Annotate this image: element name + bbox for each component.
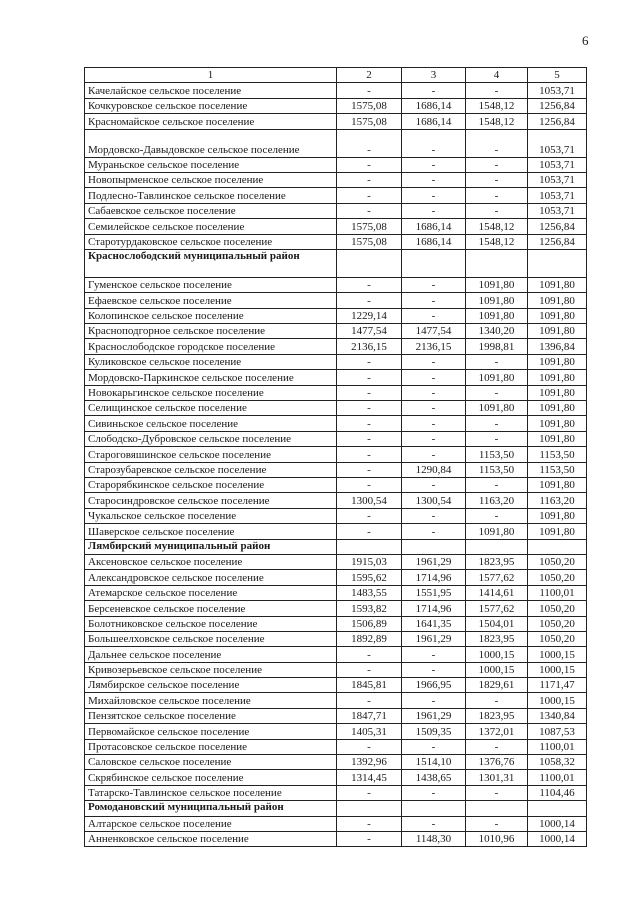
value-col-3: 1290,84 [402, 462, 466, 477]
value-col-2: 1405,31 [337, 724, 402, 739]
value-col-5: 1100,01 [528, 585, 587, 600]
table-row [85, 508, 587, 523]
value-col-3 [402, 801, 466, 816]
settlement-name: Скрябинское сельское поселение [85, 770, 337, 785]
value-col-5: 1050,20 [528, 554, 587, 569]
table-row [85, 157, 587, 172]
value-col-2 [337, 801, 402, 816]
value-col-3: - [402, 431, 466, 446]
value-col-4 [466, 801, 528, 816]
value-col-3: - [402, 739, 466, 754]
settlement-name: Саловское сельское поселение [85, 755, 337, 770]
settlement-name: Новопырменское сельское поселение [85, 172, 337, 187]
district-name: Лямбирский муниципальный район [85, 539, 337, 554]
settlement-name: Красномайское сельское поселение [85, 114, 337, 129]
value-col-4: 1577,62 [466, 601, 528, 616]
value-col-3: 1686,14 [402, 219, 466, 234]
settlement-name: Старорябкинское сельское поселение [85, 477, 337, 492]
value-col-5: 1100,01 [528, 739, 587, 754]
settlement-name: Михайловское сельское поселение [85, 693, 337, 708]
settlement-name: Александровское сельское поселение [85, 570, 337, 585]
value-col-4 [466, 249, 528, 277]
value-col-4: 1504,01 [466, 616, 528, 631]
value-col-4: 1000,15 [466, 647, 528, 662]
page-number: 6 [582, 33, 589, 48]
value-col-5: 1163,20 [528, 493, 587, 508]
value-col-4: 1414,61 [466, 585, 528, 600]
settlement-name: Мураньское сельское поселение [85, 157, 337, 172]
value-col-5: 1000,15 [528, 662, 587, 677]
value-col-2: 1892,89 [337, 631, 402, 646]
table-row [85, 770, 587, 785]
table-row [85, 678, 587, 693]
value-col-5: 1053,71 [528, 172, 587, 187]
value-col-3: 1686,14 [402, 234, 466, 249]
table-row [85, 662, 587, 677]
table-row [85, 339, 587, 354]
value-col-5: 1153,50 [528, 462, 587, 477]
value-col-4: - [466, 431, 528, 446]
settlement-name: Аксеновское сельское поселение [85, 554, 337, 569]
value-col-5: 1053,71 [528, 203, 587, 218]
value-col-2: - [337, 447, 402, 462]
value-col-5: 1091,80 [528, 401, 587, 416]
value-col-3: - [402, 172, 466, 187]
value-col-2: 1575,08 [337, 234, 402, 249]
settlement-name: Кривозерьевское сельское поселение [85, 662, 337, 677]
value-col-3: - [402, 385, 466, 400]
value-col-4 [466, 539, 528, 554]
value-col-5: 1396,84 [528, 339, 587, 354]
section-row [85, 249, 587, 277]
table-row [85, 416, 587, 431]
settlement-name: Сабаевское сельское поселение [85, 203, 337, 218]
district-name: Ромодановский муниципальный район [85, 801, 337, 816]
value-col-3: - [402, 401, 466, 416]
value-col-2: - [337, 831, 402, 846]
value-col-4: - [466, 739, 528, 754]
settlement-name: Пензятское сельское поселение [85, 708, 337, 723]
value-col-4: 1091,80 [466, 293, 528, 308]
settlement-name: Большеелховское сельское поселение [85, 631, 337, 646]
value-col-2: 1845,81 [337, 678, 402, 693]
value-col-5: 1340,84 [528, 708, 587, 723]
value-col-3: 1714,96 [402, 601, 466, 616]
value-col-3 [402, 249, 466, 277]
value-col-5: 1091,80 [528, 370, 587, 385]
value-col-4: 1998,81 [466, 339, 528, 354]
value-col-4: - [466, 416, 528, 431]
settlement-name: Берсеневское сельское поселение [85, 601, 337, 616]
table-body [85, 68, 587, 847]
value-col-5: 1000,15 [528, 647, 587, 662]
value-col-2: - [337, 508, 402, 523]
value-col-3: - [402, 203, 466, 218]
value-col-2: - [337, 172, 402, 187]
value-col-2: 1483,55 [337, 585, 402, 600]
section-row [85, 539, 587, 554]
table-row [85, 616, 587, 631]
value-col-3: - [402, 693, 466, 708]
value-col-2: - [337, 431, 402, 446]
table-row [85, 554, 587, 569]
table-row [85, 831, 587, 846]
settlement-name: Шаверское сельское поселение [85, 524, 337, 539]
table-row [85, 370, 587, 385]
value-col-5: 1256,84 [528, 98, 587, 113]
value-col-2: - [337, 203, 402, 218]
value-col-2: 1229,14 [337, 308, 402, 323]
section-row [85, 801, 587, 816]
value-col-2: - [337, 157, 402, 172]
district-name: Краснослободский муниципальный район [85, 249, 337, 277]
value-col-5: 1091,80 [528, 477, 587, 492]
table-row [85, 114, 587, 129]
table-row [85, 234, 587, 249]
settlement-name: Слободско-Дубровское сельское поселение [85, 431, 337, 446]
value-col-3: 1514,10 [402, 755, 466, 770]
table-row [85, 203, 587, 218]
value-col-4: 1163,20 [466, 493, 528, 508]
value-col-5: 1153,50 [528, 447, 587, 462]
value-col-4: - [466, 129, 528, 157]
value-col-4: 1091,80 [466, 524, 528, 539]
settlement-name: Дальнее сельское поселение [85, 647, 337, 662]
table-row [85, 401, 587, 416]
table-row [85, 524, 587, 539]
table-row [85, 631, 587, 646]
value-col-5: 1091,80 [528, 508, 587, 523]
value-col-3: - [402, 277, 466, 292]
value-col-3: 1509,35 [402, 724, 466, 739]
settlement-name: Краснослободское городское поселение [85, 339, 337, 354]
value-col-2: - [337, 647, 402, 662]
value-col-4: 1091,80 [466, 370, 528, 385]
table-row [85, 447, 587, 462]
value-col-3: - [402, 293, 466, 308]
settlement-name: Семилейское сельское поселение [85, 219, 337, 234]
value-col-3: - [402, 785, 466, 800]
table-row [85, 785, 587, 800]
value-col-3: 2136,15 [402, 339, 466, 354]
settlement-name: Алтарское сельское поселение [85, 816, 337, 831]
value-col-4: 1091,80 [466, 401, 528, 416]
value-col-3: - [402, 308, 466, 323]
value-col-5: 1091,80 [528, 385, 587, 400]
table-row [85, 493, 587, 508]
value-col-2 [337, 539, 402, 554]
value-col-4: - [466, 83, 528, 98]
value-col-3: 1961,29 [402, 554, 466, 569]
value-col-5: 1091,80 [528, 324, 587, 339]
table-header-row [85, 68, 587, 83]
value-col-3: 1641,35 [402, 616, 466, 631]
value-col-4: 1577,62 [466, 570, 528, 585]
settlement-name: Сивиньское сельское поселение [85, 416, 337, 431]
table-row [85, 570, 587, 585]
settlement-name: Колопинское сельское поселение [85, 308, 337, 323]
table-row [85, 755, 587, 770]
value-col-3: 1148,30 [402, 831, 466, 846]
value-col-5: 1000,15 [528, 693, 587, 708]
value-col-5: 1091,80 [528, 416, 587, 431]
value-col-5: 1256,84 [528, 234, 587, 249]
table-row [85, 477, 587, 492]
table-row [85, 293, 587, 308]
value-col-4: - [466, 508, 528, 523]
value-col-2: 1593,82 [337, 601, 402, 616]
value-col-5: 1000,14 [528, 831, 587, 846]
value-col-4: - [466, 172, 528, 187]
value-col-2 [337, 249, 402, 277]
settlement-name: Качелайское сельское поселение [85, 83, 337, 98]
table-row [85, 385, 587, 400]
value-col-3: 1961,29 [402, 708, 466, 723]
settlement-name: Селищинское сельское поселение [85, 401, 337, 416]
value-col-3: 1686,14 [402, 114, 466, 129]
value-col-2: - [337, 524, 402, 539]
settlement-name: Ефаевское сельское поселение [85, 293, 337, 308]
value-col-4: 1091,80 [466, 277, 528, 292]
value-col-5: 1091,80 [528, 308, 587, 323]
value-col-4: 1548,12 [466, 114, 528, 129]
column-header: 5 [528, 68, 587, 83]
value-col-2: 1575,08 [337, 98, 402, 113]
settlement-name: Мордовско-Давыдовское сельское поселение [85, 129, 337, 157]
value-col-5: 1087,53 [528, 724, 587, 739]
settlement-name: Подлесно-Тавлинское сельское поселение [85, 188, 337, 203]
value-col-5: 1100,01 [528, 770, 587, 785]
table-row [85, 129, 587, 157]
value-col-3: - [402, 188, 466, 203]
column-header: 4 [466, 68, 528, 83]
value-col-3: 1438,65 [402, 770, 466, 785]
value-col-2: - [337, 462, 402, 477]
value-col-4: - [466, 157, 528, 172]
value-col-3: 1551,95 [402, 585, 466, 600]
value-col-2: 1595,62 [337, 570, 402, 585]
table-row [85, 308, 587, 323]
table-row [85, 324, 587, 339]
value-col-2: 1915,03 [337, 554, 402, 569]
value-col-4: - [466, 385, 528, 400]
value-col-2: - [337, 83, 402, 98]
value-col-5: 1050,20 [528, 631, 587, 646]
value-col-5: 1091,80 [528, 293, 587, 308]
value-col-5: 1104,46 [528, 785, 587, 800]
value-col-5: 1053,71 [528, 83, 587, 98]
table-row [85, 585, 587, 600]
value-col-3: 1961,29 [402, 631, 466, 646]
value-col-3: - [402, 647, 466, 662]
value-col-2: 1575,08 [337, 114, 402, 129]
value-col-4: 1091,80 [466, 308, 528, 323]
data-table [84, 67, 587, 847]
value-col-2: - [337, 693, 402, 708]
table-row [85, 354, 587, 369]
value-col-5: 1091,80 [528, 354, 587, 369]
value-col-4: 1301,31 [466, 770, 528, 785]
value-col-5 [528, 539, 587, 554]
settlement-name: Староговяшинское сельское поселение [85, 447, 337, 462]
value-col-5: 1091,80 [528, 277, 587, 292]
value-col-2: - [337, 385, 402, 400]
settlement-name: Атемарское сельское поселение [85, 585, 337, 600]
value-col-2: - [337, 277, 402, 292]
value-col-2: - [337, 370, 402, 385]
table-row [85, 739, 587, 754]
value-col-5: 1256,84 [528, 114, 587, 129]
column-header: 2 [337, 68, 402, 83]
value-col-3: - [402, 447, 466, 462]
value-col-2: - [337, 477, 402, 492]
settlement-name: Чукальское сельское поселение [85, 508, 337, 523]
table-row [85, 601, 587, 616]
settlement-name: Красноподгорное сельское поселение [85, 324, 337, 339]
settlement-name: Первомайское сельское поселение [85, 724, 337, 739]
table-row [85, 724, 587, 739]
value-col-4: 1372,01 [466, 724, 528, 739]
value-col-4: 1010,96 [466, 831, 528, 846]
settlement-name: Старосиндровское сельское поселение [85, 493, 337, 508]
settlement-name: Старотурдаковское сельское поселение [85, 234, 337, 249]
value-col-2: - [337, 785, 402, 800]
column-header: 1 [85, 68, 337, 83]
settlement-name: Мордовско-Паркинское сельское поселение [85, 370, 337, 385]
value-col-5: 1171,47 [528, 678, 587, 693]
table-row [85, 98, 587, 113]
settlement-name: Болотниковское сельское поселение [85, 616, 337, 631]
value-col-5: 1256,84 [528, 219, 587, 234]
value-col-2: 1477,54 [337, 324, 402, 339]
value-col-4: 1000,15 [466, 662, 528, 677]
value-col-3: 1714,96 [402, 570, 466, 585]
value-col-3: - [402, 524, 466, 539]
value-col-2: - [337, 354, 402, 369]
table-row [85, 708, 587, 723]
value-col-3: - [402, 157, 466, 172]
value-col-2: - [337, 129, 402, 157]
value-col-4: - [466, 477, 528, 492]
table-row [85, 219, 587, 234]
settlement-name: Новокарьгинское сельское поселение [85, 385, 337, 400]
value-col-2: - [337, 401, 402, 416]
value-col-2: - [337, 816, 402, 831]
value-col-3: - [402, 370, 466, 385]
table-row [85, 693, 587, 708]
value-col-4: 1829,61 [466, 678, 528, 693]
value-col-2: 1392,96 [337, 755, 402, 770]
value-col-2: - [337, 416, 402, 431]
settlement-name: Старозубаревское сельское поселение [85, 462, 337, 477]
value-col-3: 1300,54 [402, 493, 466, 508]
value-col-4: 1153,50 [466, 462, 528, 477]
table-row [85, 188, 587, 203]
value-col-2: 2136,15 [337, 339, 402, 354]
table-row [85, 83, 587, 98]
settlement-name: Протасовское сельское поселение [85, 739, 337, 754]
table-row [85, 431, 587, 446]
value-col-4: 1376,76 [466, 755, 528, 770]
settlement-name: Гуменское сельское поселение [85, 277, 337, 292]
value-col-5: 1053,71 [528, 129, 587, 157]
value-col-3: - [402, 129, 466, 157]
value-col-5 [528, 801, 587, 816]
value-col-5: 1050,20 [528, 601, 587, 616]
table-row [85, 647, 587, 662]
table-row [85, 277, 587, 292]
value-col-5: 1000,14 [528, 816, 587, 831]
settlement-name: Куликовское сельское поселение [85, 354, 337, 369]
value-col-2: 1575,08 [337, 219, 402, 234]
value-col-4: - [466, 188, 528, 203]
value-col-5: 1053,71 [528, 188, 587, 203]
value-col-5: 1091,80 [528, 524, 587, 539]
table-row [85, 172, 587, 187]
value-col-2: 1300,54 [337, 493, 402, 508]
value-col-4: 1823,95 [466, 708, 528, 723]
value-col-3: 1686,14 [402, 98, 466, 113]
value-col-3: - [402, 83, 466, 98]
value-col-2: 1314,45 [337, 770, 402, 785]
value-col-4: - [466, 354, 528, 369]
value-col-3 [402, 539, 466, 554]
value-col-4: - [466, 203, 528, 218]
value-col-2: - [337, 293, 402, 308]
value-col-2: - [337, 662, 402, 677]
value-col-3: - [402, 354, 466, 369]
value-col-4: 1153,50 [466, 447, 528, 462]
value-col-4: 1823,95 [466, 554, 528, 569]
value-col-5: 1050,20 [528, 616, 587, 631]
settlement-name: Татарско-Тавлинское сельское поселение [85, 785, 337, 800]
value-col-3: - [402, 662, 466, 677]
value-col-5 [528, 249, 587, 277]
value-col-4: - [466, 785, 528, 800]
value-col-3: - [402, 816, 466, 831]
value-col-2: - [337, 188, 402, 203]
value-col-4: 1823,95 [466, 631, 528, 646]
settlement-name: Кочкуровское сельское поселение [85, 98, 337, 113]
value-col-5: 1053,71 [528, 157, 587, 172]
value-col-5: 1058,32 [528, 755, 587, 770]
value-col-3: - [402, 508, 466, 523]
table-row [85, 462, 587, 477]
value-col-4: 1548,12 [466, 219, 528, 234]
value-col-4: - [466, 816, 528, 831]
value-col-3: - [402, 477, 466, 492]
value-col-4: 1548,12 [466, 234, 528, 249]
value-col-4: - [466, 693, 528, 708]
value-col-4: 1548,12 [466, 98, 528, 113]
value-col-5: 1091,80 [528, 431, 587, 446]
value-col-2: 1506,89 [337, 616, 402, 631]
value-col-3: 1966,95 [402, 678, 466, 693]
column-header: 3 [402, 68, 466, 83]
value-col-3: 1477,54 [402, 324, 466, 339]
value-col-2: 1847,71 [337, 708, 402, 723]
table-row [85, 816, 587, 831]
settlement-name: Анненковское сельское поселение [85, 831, 337, 846]
value-col-3: - [402, 416, 466, 431]
settlement-name: Лямбирское сельское поселение [85, 678, 337, 693]
value-col-5: 1050,20 [528, 570, 587, 585]
value-col-2: - [337, 739, 402, 754]
value-col-4: 1340,20 [466, 324, 528, 339]
